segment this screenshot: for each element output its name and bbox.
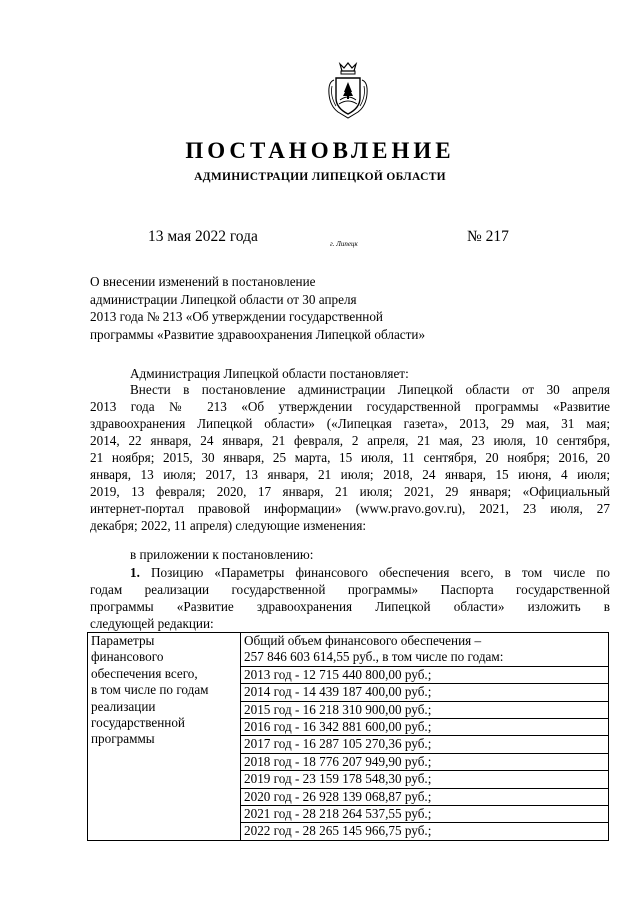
intro-paragraph: Администрация Липецкой области постановляет: — [130, 366, 409, 381]
main-line: января, 13 июля; 2017, 13 января, 21 июля; 2018, 24 января, 15 июня, 4 июля; — [90, 467, 610, 482]
item-line: следующей редакции: — [90, 616, 214, 631]
year-line: 2022 год - 28 265 145 966,75 руб.; — [241, 822, 608, 839]
parameter-value-cell — [241, 633, 609, 841]
main-line: 2013 года № 213 «Об утверждении государственной программы «Развитие — [90, 399, 610, 414]
year-line: 2017 год - 16 287 105 270,36 руб.; — [241, 735, 608, 752]
main-paragraph — [90, 381, 610, 534]
document-title: ПОСТАНОВЛЕНИЕ — [185, 138, 455, 163]
document-issuer: АДМИНИСТРАЦИИ ЛИПЕЦКОЙ ОБЛАСТИ — [194, 171, 446, 183]
document-date: 13 мая 2022 года — [148, 228, 258, 245]
year-line: 2020 год - 26 928 139 068,87 руб.; — [241, 788, 608, 805]
main-line: 21 ноября; 2015, 30 января, 25 марта, 15 июля, 11 сентября, 20 ноября; 2016, 20 — [90, 450, 610, 465]
year-line: 2021 год - 28 218 264 537,55 руб.; — [241, 805, 608, 822]
main-line: 2019, 13 февраля; 2020, 17 января, 21 июля; 2021, 29 января; «Официальный — [90, 484, 610, 499]
cell-line: финансового — [91, 649, 164, 665]
year-line: 2015 год - 16 218 310 900,00 руб.; — [241, 701, 608, 718]
subject-line: администрации Липецкой области от 30 апреля — [90, 291, 357, 307]
year-line: 2014 год - 14 439 187 400,00 руб.; — [241, 683, 608, 700]
main-line: здравоохранения Липецкой области» («Липецкая газета», 2013, 29 мая, 31 мая; — [90, 416, 610, 431]
document-city: г. Липецк — [330, 240, 358, 248]
financing-table — [87, 632, 609, 841]
item-paragraph — [90, 564, 610, 632]
year-line: 2016 год - 16 342 881 600,00 руб.; — [241, 718, 608, 735]
year-line: 2019 год - 23 159 178 548,30 руб.; — [241, 770, 608, 787]
cell-line: государственной — [91, 715, 185, 731]
year-line: 2018 год - 18 776 207 949,90 руб.; — [241, 753, 608, 770]
cell-line: программы — [91, 731, 155, 747]
parameter-name-cell — [88, 633, 241, 841]
year-line: 2013 год - 12 715 440 800,00 руб.; — [241, 666, 608, 683]
subject-line: программы «Развитие здравоохранения Липецкой области» — [90, 326, 426, 342]
main-line: декабря; 2022, 11 апреля) следующие изменения: — [90, 518, 367, 533]
item-number: 1. — [130, 565, 140, 580]
total-line: 257 846 603 614,55 руб., в том числе по годам: — [244, 649, 504, 665]
cell-line: в том числе по годам — [91, 682, 209, 698]
total-line: Общий объем финансового обеспечения – — [244, 633, 482, 648]
item-text: Позицию «Параметры финансового обеспечения всего, в том числе по — [150, 565, 610, 580]
coat-of-arms-emblem — [326, 62, 370, 122]
item-line — [90, 564, 610, 581]
item-line: программы «Развитие здравоохранения Липецкой области» изложить в — [90, 599, 610, 614]
table-row — [88, 633, 609, 841]
main-line: интернет-портал правовой информации» (www.pravo.gov.ru), 2021, 23 июля, 27 — [90, 501, 610, 516]
subject-line: 2013 года № 213 «Об утверждении государственной — [90, 309, 383, 324]
appendix-paragraph: в приложении к постановлению: — [130, 547, 314, 562]
item-line: годам реализации государственной программы» Паспорта государственной — [90, 582, 610, 597]
document-number: № 217 — [467, 228, 509, 245]
cell-line: реализации — [91, 698, 156, 714]
document-subject — [90, 273, 510, 343]
cell-line: обеспечения всего, — [91, 665, 198, 681]
main-line: Внести в постановление администрации Липецкой области от 30 апреля — [130, 382, 610, 397]
cell-line: Параметры — [91, 633, 155, 648]
subject-line: О внесении изменений в постановление — [90, 274, 316, 289]
main-line: 2014, 22 января, 24 января, 21 февраля, 2 апреля, 21 мая, 23 июля, 10 сентября, — [90, 433, 610, 448]
